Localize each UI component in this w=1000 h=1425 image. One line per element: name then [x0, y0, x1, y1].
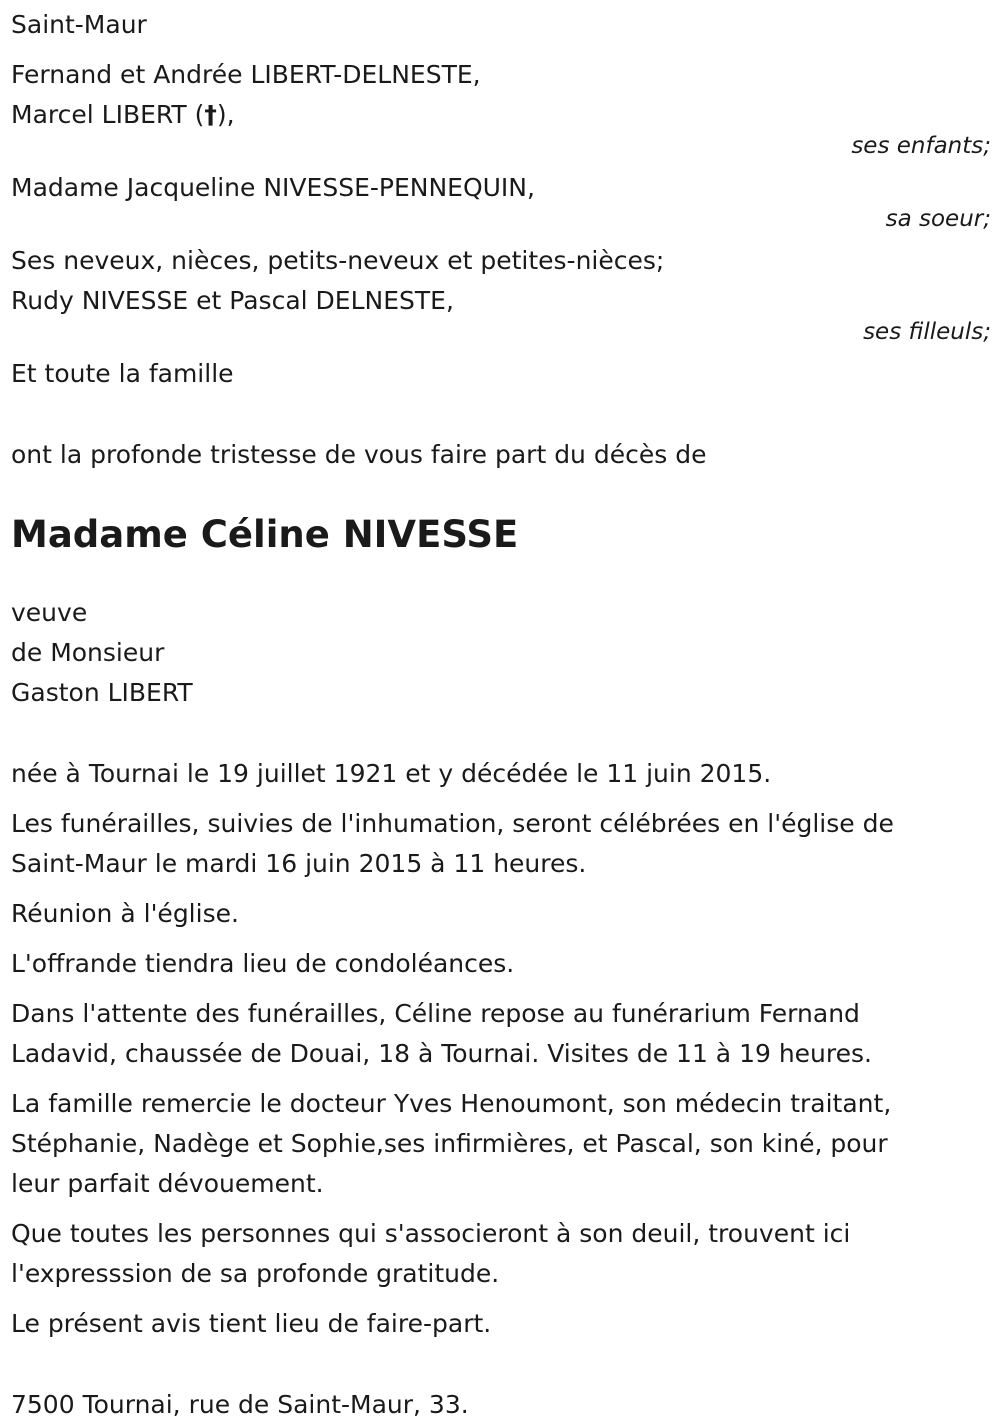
thanks-line-2: Stéphanie, Nadège et Sophie,ses infirmières, et Pascal, son kiné, pour [11, 1129, 888, 1158]
rest-line-1: Dans l'attente des funérailles, Céline repose au funérarium Fernand [11, 999, 860, 1028]
notice-line: Le présent avis tient lieu de faire-part. [11, 1309, 492, 1338]
widow-line-3: Gaston LIBERT [11, 678, 193, 707]
thanks-line-3: leur parfait dévouement. [11, 1169, 324, 1198]
sister-name: Madame Jacqueline NIVESSE-PENNEQUIN, [11, 173, 535, 202]
children-role: ses enfants; [851, 133, 991, 159]
offering-line: L'offrande tiendra lieu de condoléances. [11, 949, 515, 978]
children-line-1: Fernand et Andrée LIBERT-DELNESTE, [11, 60, 481, 89]
birth-death-dates: née à Tournai le 19 juillet 1921 et y décédée le 11 juin 2015. [11, 759, 772, 788]
gratitude-line-2: l'expresssion de sa profonde gratitude. [11, 1259, 500, 1288]
rest-block [11, 994, 991, 1074]
godchildren-role: ses filleuls; [863, 319, 991, 345]
nephews-block [11, 241, 991, 344]
nephews-line: Ses neveux, nièces, petits-neveux et petites-nièces; [11, 246, 665, 275]
funeral-block [11, 804, 991, 884]
announcement-line: ont la profonde tristesse de vous faire part du décès de [11, 440, 707, 469]
godchildren-line: Rudy NIVESSE et Pascal DELNESTE, [11, 286, 454, 315]
children-block [11, 55, 991, 158]
deceased-name: Madame Céline NIVESSE [11, 513, 519, 556]
sister-role: sa soeur; [885, 206, 991, 232]
widow-block [11, 593, 991, 713]
cross-icon: † [204, 100, 217, 129]
widow-line-2: de Monsieur [11, 638, 165, 667]
address-line: 7500 Tournai, rue de Saint-Maur, 33. [11, 1390, 469, 1419]
meeting-line: Réunion à l'église. [11, 899, 239, 928]
funeral-line-1: Les funérailles, suivies de l'inhumation, seront célébrées en l'église de [11, 809, 894, 838]
gratitude-line-1: Que toutes les personnes qui s'associeront à son deuil, trouvent ici [11, 1219, 851, 1248]
whole-family-line: Et toute la famille [11, 359, 234, 388]
thanks-block [11, 1084, 991, 1204]
funeral-line-2: Saint-Maur le mardi 16 juin 2015 à 11 heures. [11, 849, 587, 878]
thanks-line-1: La famille remercie le docteur Yves Henoumont, son médecin traitant, [11, 1089, 892, 1118]
children-line-2: Marcel LIBERT (†), [11, 100, 235, 129]
obituary-notice [11, 5, 991, 1425]
place-heading: Saint-Maur [11, 10, 147, 39]
gratitude-block [11, 1214, 991, 1294]
sister-block [11, 168, 991, 231]
rest-line-2: Ladavid, chaussée de Douai, 18 à Tournai. Visites de 11 à 19 heures. [11, 1039, 872, 1068]
widow-line-1: veuve [11, 598, 88, 627]
